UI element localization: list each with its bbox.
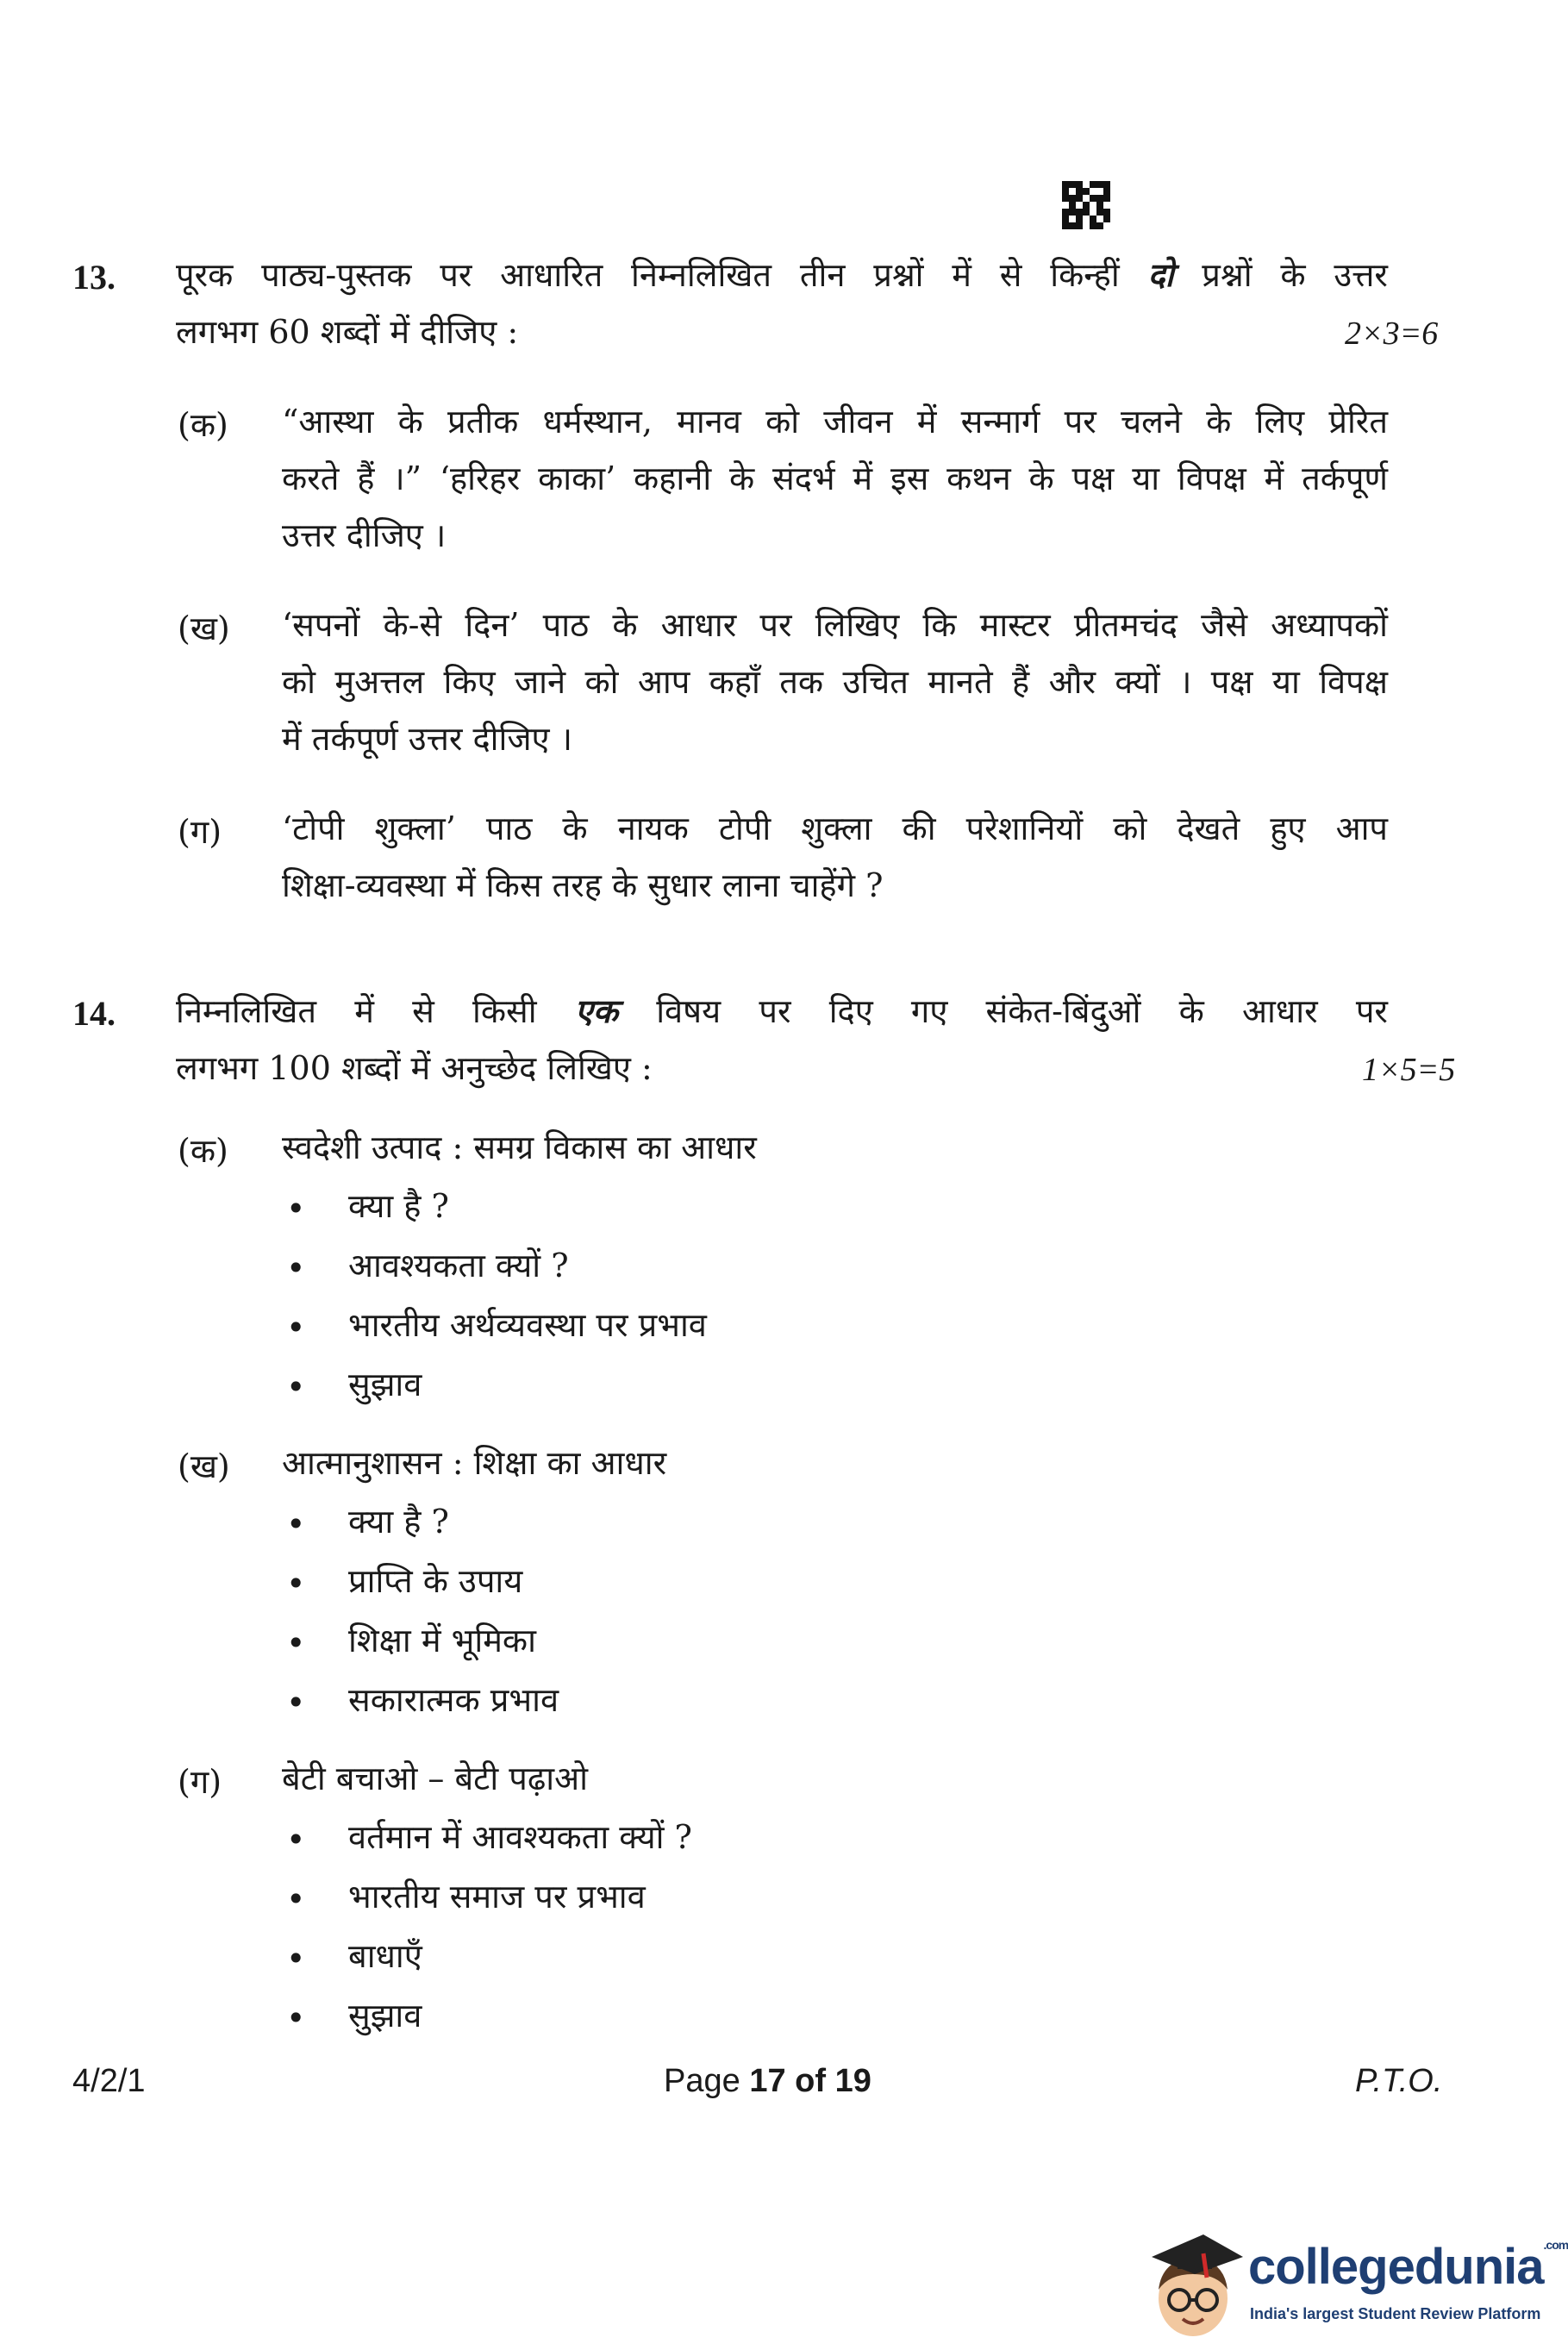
topic-label: (ग) <box>178 1763 222 1801</box>
question-14-instruction <box>176 983 1388 1097</box>
page-prefix: Page <box>664 2063 740 2099</box>
question-13-part-kha <box>282 597 1388 767</box>
bullet-icon: • <box>286 1190 306 1228</box>
bullet-icon: • <box>286 1821 306 1859</box>
topic-point: प्राप्ति के उपाय <box>348 1562 523 1600</box>
topic-title: बेटी बचाओ – बेटी पढ़ाओ <box>282 1759 588 1797</box>
brand-text: collegedunia <box>1248 2239 1544 2295</box>
topic-label: (ख) <box>178 1447 230 1485</box>
topic-point: भारतीय समाज पर प्रभाव <box>348 1878 646 1916</box>
topic-point: सुझाव <box>348 1366 422 1403</box>
instruction-text: विषय पर दिए गए संकेत-बिंदुओं के आधार पर <box>656 992 1388 1030</box>
question-13-part-ka <box>282 393 1388 564</box>
instruction-text: प्रश्नों के उत्तर <box>1202 256 1388 294</box>
text-line: “आस्था के प्रतीक धर्मस्थान, मानव को जीवन में सन्मार्ग पर चलने के लिए प्रेरित <box>282 403 1388 441</box>
paper-code: 4/2/1 <box>72 2063 146 2099</box>
instruction-line-2: लगभग 60 शब्दों में दीजिए : <box>176 313 519 351</box>
brand-tagline: India's largest Student Review Platform <box>1250 2305 1541 2322</box>
bullet-icon: • <box>286 1940 306 1978</box>
text-line: में तर्कपूर्ण उत्तर दीजिए । <box>282 720 573 758</box>
instruction-line-2: लगभग 100 शब्दों में अनुच्छेद लिखिए : <box>176 1049 653 1087</box>
topic-point: आवश्यकता क्यों ? <box>348 1247 569 1284</box>
bullet-icon: • <box>286 1880 306 1918</box>
question-13-marks: 2×3=6 <box>1345 316 1439 352</box>
topic-point: शिक्षा में भूमिका <box>348 1622 536 1659</box>
question-13-part-ga <box>282 800 1388 914</box>
page-current: 17 <box>749 2063 786 2099</box>
topic-point: वर्तमान में आवश्यकता क्यों ? <box>348 1818 692 1856</box>
text-line: ‘टोपी शुक्ला’ पाठ के नायक टोपी शुक्ला की परेशानियों को देखते हुए आप <box>282 809 1388 847</box>
page-total: 19 <box>834 2063 871 2099</box>
topic-point: सुझाव <box>348 1997 422 2034</box>
page-indicator <box>664 2063 871 2100</box>
bullet-icon: • <box>286 1999 306 2037</box>
bullet-icon: • <box>286 1565 306 1603</box>
instruction-emphasis: एक <box>574 991 618 1030</box>
topic-title: आत्मानुशासन : शिक्षा का आधार <box>282 1444 667 1482</box>
text-line: करते हैं ।” ‘हरिहर काका’ कहानी के संदर्भ में इस कथन के पक्ष या विपक्ष में तर्कपूर्ण <box>282 459 1388 497</box>
bullet-icon: • <box>286 1368 306 1406</box>
part-label: (ग) <box>178 813 222 851</box>
question-14-number: 14. <box>72 994 116 1033</box>
mascot-icon <box>1143 2222 1246 2343</box>
topic-point: क्या है ? <box>348 1503 449 1541</box>
text-line: उत्तर दीजिए । <box>282 516 447 554</box>
topic-point: सकारात्मक प्रभाव <box>348 1681 559 1719</box>
brand-suffix: .com <box>1543 2238 1568 2252</box>
bullet-icon: • <box>286 1505 306 1543</box>
topic-point: बाधाएँ <box>348 1937 422 1975</box>
qr-code-icon <box>1062 181 1110 229</box>
bullet-icon: • <box>286 1249 306 1287</box>
topic-point: क्या है ? <box>348 1187 449 1225</box>
topic-title: स्वदेशी उत्पाद : समग्र विकास का आधार <box>282 1128 757 1166</box>
topic-label: (क) <box>178 1132 228 1170</box>
collegedunia-logo <box>1143 2222 1568 2343</box>
text-line: को मुअत्तल किए जाने को आप कहाँ तक उचित मानते हैं और क्यों । पक्ष या विपक्ष <box>282 663 1388 701</box>
topic-point: भारतीय अर्थव्यवस्था पर प्रभाव <box>348 1306 707 1344</box>
question-13-instruction <box>176 247 1388 360</box>
instruction-text: पूरक पाठ्य-पुस्तक पर आधारित निम्नलिखित तीन प्रश्नों में से किन्हीं <box>176 256 1120 294</box>
part-label: (क) <box>178 406 228 444</box>
part-label: (ख) <box>178 609 230 647</box>
text-line: शिक्षा-व्यवस्था में किस तरह के सुधार लाना चाहेंगे ? <box>282 866 884 904</box>
question-13-number: 13. <box>72 258 116 297</box>
instruction-text: निम्नलिखित में से किसी <box>176 992 537 1030</box>
bullet-icon: • <box>286 1684 306 1722</box>
question-14-marks: 1×5=5 <box>1362 1052 1456 1088</box>
pto-label: P.T.O. <box>1355 2063 1443 2099</box>
bullet-icon: • <box>286 1309 306 1347</box>
page-of: of <box>795 2063 827 2099</box>
instruction-emphasis: दो <box>1147 255 1174 294</box>
brand-name <box>1248 2238 1568 2296</box>
bullet-icon: • <box>286 1624 306 1662</box>
text-line: ‘सपनों के-से दिन’ पाठ के आधार पर लिखिए कि मास्टर प्रीतमचंद जैसे अध्यापकों <box>282 606 1388 644</box>
